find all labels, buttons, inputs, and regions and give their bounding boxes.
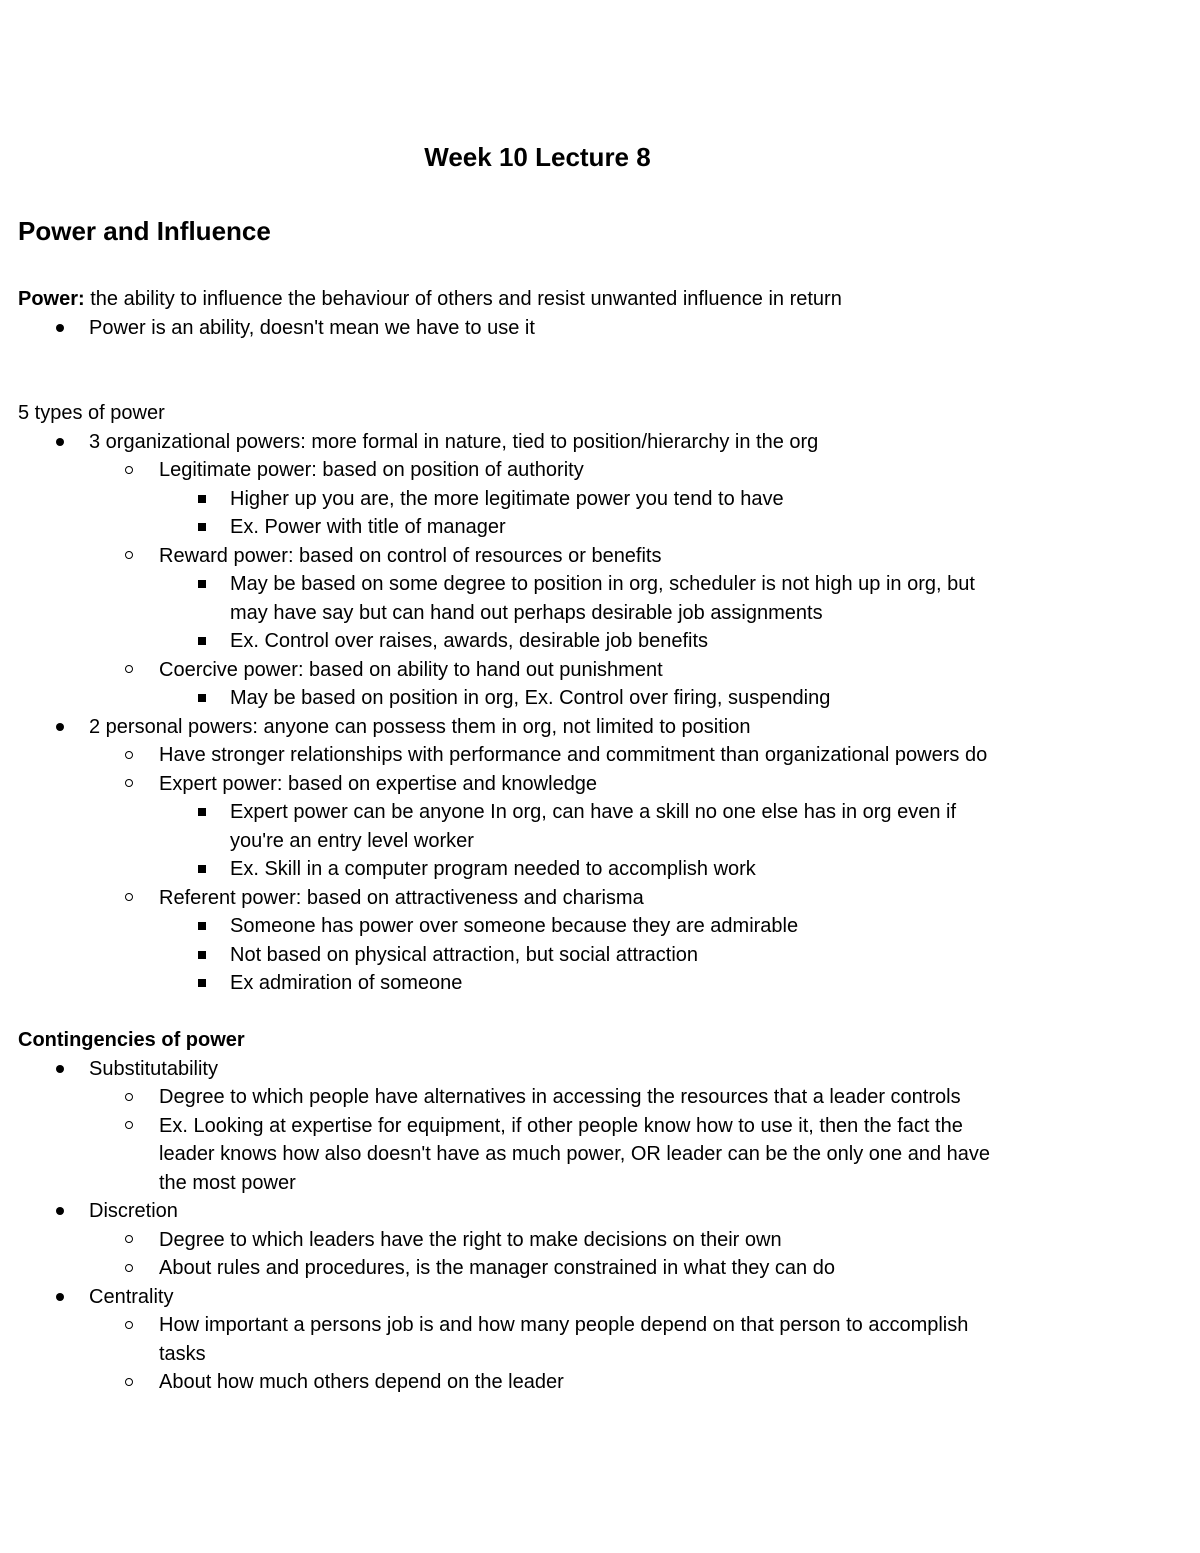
list-item	[0, 1254, 1200, 1283]
line-text	[89, 428, 818, 457]
list-item	[0, 428, 1200, 457]
line-text	[159, 884, 644, 913]
blank-line	[0, 342, 1200, 371]
line-text	[159, 1140, 990, 1169]
list-item	[0, 1311, 1200, 1340]
circle-bullet-icon	[125, 466, 133, 474]
line-content: leader knows how also doesn't have as much power, OR leader can be the only one and have	[159, 1143, 991, 1165]
disc-bullet-icon	[56, 324, 64, 332]
line-text	[89, 1283, 173, 1312]
line-content: May be based on position in org, Ex. Control over firing, suspending	[230, 687, 831, 709]
line-content: you're an entry level worker	[230, 829, 474, 852]
circle-bullet-icon	[125, 779, 133, 787]
line-text	[230, 827, 474, 856]
list-item	[0, 513, 1200, 542]
line-content: Coercive power: based on ability to hand out punishment	[159, 658, 663, 681]
list-item	[0, 969, 1200, 998]
circle-bullet-icon	[125, 551, 133, 559]
line-content: Substitutability	[89, 1057, 218, 1080]
line-text	[159, 456, 584, 485]
list-item	[0, 855, 1200, 884]
list-item	[0, 1169, 1200, 1198]
line-content: Higher up you are, the more legitimate power you tend to have	[230, 487, 784, 510]
list-item	[0, 627, 1200, 656]
line-content: the most power	[159, 1171, 296, 1194]
line-text	[89, 713, 750, 742]
line-text	[159, 542, 662, 571]
square-bullet-icon	[198, 523, 206, 531]
circle-bullet-icon	[125, 751, 133, 759]
list-item	[0, 941, 1200, 970]
line-text	[18, 399, 165, 428]
square-bullet-icon	[198, 637, 206, 645]
square-bullet-icon	[198, 865, 206, 873]
line-text	[159, 1083, 961, 1112]
list-item	[0, 798, 1200, 827]
line-text	[230, 570, 975, 599]
square-bullet-icon	[198, 580, 206, 588]
circle-bullet-icon	[125, 1235, 133, 1243]
blank-line	[0, 998, 1200, 1027]
line-content: Power is an ability, doesn't mean we have to use it	[89, 316, 535, 339]
line-text	[89, 314, 535, 343]
list-item	[0, 1140, 1200, 1169]
line-text	[159, 770, 597, 799]
line-content: Someone has power over someone because they are admirable	[230, 915, 799, 937]
list-item	[0, 884, 1200, 913]
list-item	[0, 656, 1200, 685]
circle-bullet-icon	[125, 1121, 133, 1129]
list-item	[0, 1340, 1200, 1369]
line-text	[230, 798, 956, 827]
square-bullet-icon	[198, 808, 206, 816]
line-content: Ex. Power with title of manager	[230, 516, 506, 538]
line-content: Ex. Skill in a computer program needed to accomplish work	[230, 858, 756, 880]
line-text	[159, 1169, 296, 1198]
circle-bullet-icon	[125, 1321, 133, 1329]
disc-bullet-icon	[56, 1207, 64, 1215]
list-item	[0, 912, 1200, 941]
term-label: Power:	[18, 288, 85, 310]
circle-bullet-icon	[125, 1378, 133, 1386]
disc-bullet-icon	[56, 1065, 64, 1073]
line-text	[230, 485, 784, 514]
list-item	[0, 827, 1200, 856]
circle-bullet-icon	[125, 893, 133, 901]
line-text	[159, 1311, 968, 1340]
blank-line	[0, 371, 1200, 400]
line-text	[230, 912, 798, 941]
line-content: Expert power can be anyone In org, can have a skill no one else has in org even if	[230, 801, 957, 823]
line-content: 3 organizational powers: more formal in nature, tied to position/hierarchy in the org	[89, 430, 819, 453]
square-bullet-icon	[198, 495, 206, 503]
list-item	[0, 485, 1200, 514]
line-content: may have say but can hand out perhaps desirable job assignments	[230, 601, 823, 624]
list-item	[0, 1283, 1200, 1312]
line-content: May be based on some degree to position in org, scheduler is not high up in org, but	[230, 573, 975, 595]
line-content: Not based on physical attraction, but social attraction	[230, 943, 699, 966]
line-content: 2 personal powers: anyone can possess them in org, not limited to position	[89, 715, 751, 738]
page-title: Week 10 Lecture 8	[424, 142, 651, 172]
term-label: Contingencies of power	[18, 1029, 245, 1051]
line-text	[230, 941, 698, 970]
square-bullet-icon	[198, 922, 206, 930]
line-content: 5 types of power	[18, 402, 165, 424]
list-item	[0, 741, 1200, 770]
paragraph	[0, 399, 1200, 428]
list-item	[0, 1197, 1200, 1226]
paragraph	[0, 285, 1200, 314]
list-item	[0, 570, 1200, 599]
line-content: Centrality	[89, 1285, 174, 1308]
line-text	[89, 1055, 218, 1084]
line-content: Degree to which people have alternatives in accessing the resources that a leader controls	[159, 1086, 961, 1108]
list-item	[0, 1226, 1200, 1255]
list-item	[0, 1055, 1200, 1084]
line-text	[18, 1026, 245, 1055]
circle-bullet-icon	[125, 1264, 133, 1272]
line-content: tasks	[159, 1342, 206, 1365]
list-item	[0, 1112, 1200, 1141]
list-item	[0, 1368, 1200, 1397]
disc-bullet-icon	[56, 723, 64, 731]
line-content: Ex. Control over raises, awards, desirable job benefits	[230, 630, 709, 652]
line-content: the ability to influence the behaviour of others and resist unwanted influence in return	[84, 288, 842, 310]
square-bullet-icon	[198, 979, 206, 987]
line-text	[89, 1197, 178, 1226]
line-text	[159, 1368, 564, 1397]
list-item	[0, 599, 1200, 628]
section-heading: Power and Influence	[18, 216, 271, 246]
square-bullet-icon	[198, 694, 206, 702]
line-text	[230, 855, 756, 884]
list-item	[0, 542, 1200, 571]
list-item	[0, 770, 1200, 799]
line-text	[159, 1254, 835, 1283]
line-content: Reward power: based on control of resources or benefits	[159, 544, 662, 567]
line-text	[230, 513, 506, 542]
paragraph	[0, 1026, 1200, 1055]
disc-bullet-icon	[56, 1293, 64, 1301]
disc-bullet-icon	[56, 438, 64, 446]
line-text	[230, 969, 462, 998]
square-bullet-icon	[198, 951, 206, 959]
line-content: Degree to which leaders have the right to make decisions on their own	[159, 1228, 782, 1251]
line-content: Discretion	[89, 1200, 178, 1222]
line-content: About how much others depend on the leader	[159, 1371, 564, 1393]
list-item	[0, 1083, 1200, 1112]
line-content: Ex. Looking at expertise for equipment, if other people know how to use it, then the fact the	[159, 1114, 963, 1137]
line-content: Legitimate power: based on position of authority	[159, 459, 584, 481]
list-item	[0, 684, 1200, 713]
line-text	[159, 1340, 206, 1369]
line-text	[159, 1112, 963, 1141]
line-content: About rules and procedures, is the manager constrained in what they can do	[159, 1257, 835, 1279]
circle-bullet-icon	[125, 1093, 133, 1101]
line-text	[18, 285, 842, 314]
line-content: Ex admiration of someone	[230, 972, 463, 994]
line-text	[159, 656, 663, 685]
line-text	[230, 627, 708, 656]
line-content: Expert power: based on expertise and knowledge	[159, 772, 598, 795]
notes-body	[0, 285, 1200, 1397]
list-item	[0, 456, 1200, 485]
line-text	[230, 684, 830, 713]
line-text	[159, 741, 987, 770]
line-content: Have stronger relationships with performance and commitment than organizational powers do	[159, 744, 988, 766]
line-content: How important a persons job is and how many people depend on that person to accomplish	[159, 1314, 969, 1336]
line-text	[159, 1226, 782, 1255]
list-item	[0, 314, 1200, 343]
line-text	[230, 599, 823, 628]
circle-bullet-icon	[125, 665, 133, 673]
list-item	[0, 713, 1200, 742]
line-content: Referent power: based on attractiveness and charisma	[159, 886, 644, 909]
